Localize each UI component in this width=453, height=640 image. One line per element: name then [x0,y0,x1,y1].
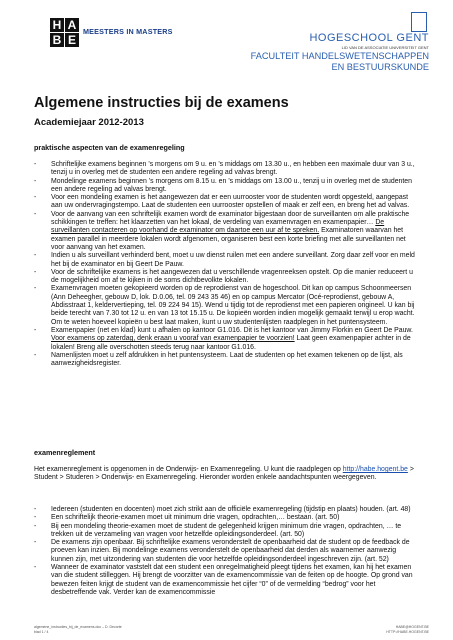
list-item-text: Laat geen examenpapier achter in de lokalen! Breng alle overschotten steeds terug naar kantoor G1.016. [51,335,411,351]
document-subtitle: Academiejaar 2012-2013 [34,117,144,128]
list-item [34,211,419,252]
list-item: - Voor een mondeling examen is het aangewezen dat er een uurrooster voor de studenten wordt opgesteld, aangepast aan uw ondervragingstempo. Laat de studenten een uurrooster opstellen of maak er zelf een, en breng het ad valvas. [34,194,419,211]
habe-letter: H [50,18,64,32]
hogeschool-logo-icon [411,12,427,32]
habe-letter: E [65,33,79,47]
underlined-text: Voor examens op zaterdag, denk eraan u vooraf van examenpapier te voorzien! [51,335,295,343]
regulation-list [34,506,419,597]
list-item: - Bij een mondeling theorie-examen moet de student de gelegenheid krijgen minimum drie vragen, opdrachten, … te trekken uit de verzameling van vragen voor hetzelfde opleidingsonderdeel. (art. 50) [34,523,419,540]
faculty-name-line2: EN BESTUURSKUNDE [331,62,429,72]
document-title: Algemene instructies bij de examens [34,95,289,111]
list-item: - De examens zijn openbaar. Bij schriftelijke examens veronderstelt de openbaarheid dat de student op de feedback de proeven kan inzien. Bij mondelinge examens veronderstelt de openbaarheid dat derden als waarnemer aanwezig kunnen zijn, met uitzondering van studenten die voor hetzelfde opleidingsonderdeel ingeschreven zijn. (art. 52) [34,539,419,564]
habe-tagline: MEESTERS IN MASTERS [83,27,173,36]
regulation-intro [34,466,419,483]
footer-website: HTTP://HABE.HOGENT.BE [386,629,429,634]
habe-letter-blocks [50,18,79,47]
footer-left [34,625,122,634]
faculty-name-line1: FACULTEIT HANDELSWETENSCHAPPEN [250,51,429,61]
list-item: - Wanneer de examinator vaststelt dat een student een onregelmatigheid pleegt tijdens het examen, kan hij het examen van die student stilleggen. Hij brengt de voorzitter van de examencommissie van de feiten op de hoogte. Op grond van bewezen feiten krijgt de student van de examencommissie het cijfer “0” of de vermelding “bedrog” voor het desbetreffende vak. Verder kan de examencommissie [34,564,419,597]
footer-right [386,625,429,634]
practical-list [34,161,419,368]
habe-letter: B [50,33,64,47]
list-item: - Examenvragen moeten gekopieerd worden op de reprodienst van de hogeschool. Dit kan op campus Schoonmeersen (Ann Deheegher, gebouw D, lok. D.0.06, tel. 09 243 35 46) en op campus Mercator (Océ-reprodienst, gebouw A, Abdisstraat 1, keldervertieping, tel. 09 224 94 15). Wend u tijdig tot de reprodienst met een papieren origineel. U kan bij beide terecht van 7.30 tot 12 u. en van 13 tot 15.15 u. De kopieën worden indien mogelijk gemaakt terwijl u erop wacht. Om te weten hoeveel kopieën u best laat maken, kunt u uw studentenlijsten raadplegen in het puntensysteem. [34,285,419,326]
list-item-text: Voor de aanvang van een schriftelijk examen wordt de examinator bijgestaan door de surveillanten om alle praktische schikkingen te treffen: het klaarzetten van het lokaal, de verdeling van examenvragen en examenpapier… [51,210,410,227]
footer-filename: algemene_instructies_bij_de_examens.doc – D. Decorte [34,625,122,629]
paragraph-text: > Student > Studeren > Onderwijs- en Examenregeling. Hieronder worden enkele aandachtspunten weergegeven. [34,466,414,482]
hogeschool-subtitle: LID VAN DE ASSOCIATIE UNIVERSITEIT GENT [341,45,429,50]
list-item: - Mondelinge examens beginnen ’s morgens om 8.15 u. en ’s middags om 13.00 u., tenzij u in overleg met de studenten een andere regeling ad valvas brengt. [34,178,419,195]
list-item: - Indien u als surveillant verhinderd bent, moet u uw dienst ruilen met een andere surveillant. Zorg daar zelf voor en meld het bij de examinator en bij Geert De Pauw. [34,252,419,269]
list-item-text: Examinatoren waarvan het examen parallel in meerdere lokalen wordt afgenomen, organiseren best een korte briefing met alle surveillanten net voor aanvang van het examen. [51,227,406,251]
list-item: - Namenlijsten moet u zelf afdrukken in het puntensysteem. Laat de studenten op het examen tekenen op de lijst, als aanwezigheidsregister. [34,352,419,369]
underlined-text: De surveillanten contacteren op voorhand de examinator om daartoe een uur af te spreken. [51,219,385,235]
section-title-practical: praktische aspecten van de examenregeling [34,143,185,152]
section-title-regulation: examenreglement [34,448,96,457]
habe-letter: A [65,18,79,32]
list-item: - Schriftelijke examens beginnen ’s morgens om 9 u. en ’s middags om 13.30 u., en hebben een maximale duur van 3 u., tenzij u in overleg met de studenten een andere regeling ad valvas brengt. [34,161,419,178]
hogeschool-name: HOGESCHOOL GENT [309,32,429,44]
list-item: - Voor de schriftelijke examens is het aangewezen dat u verschillende vragenreeksen opstelt. Op die manier reduceert u de mogelijkheid om af te kijken in de soms dichtbevolkte lokalen. [34,269,419,286]
list-item: - Een schriftelijk theorie-examen moet uit minimum drie vragen, opdrachten,… bestaan. (art. 50) [34,514,419,522]
list-item [34,327,419,352]
list-item-text: Examenpapier (net en klad) kunt u afhalen op kantoor G1.016. Dit is het kantoor van Jimmy Florkin en Geert De Pauw. [51,326,413,334]
habe-link[interactable]: http://habe.hogent.be [342,466,408,473]
footer-page-number: blad 1 / 4 [34,629,49,634]
paragraph-text: Het examenreglement is opgenomen in de Onderwijs- en Examenregeling. U kunt die raadplegen op [34,466,341,473]
footer-email: HABE@HOGENT.BE [395,625,429,629]
list-item: - Iedereen (studenten en docenten) moet zich strikt aan de officiële examenregeling (tijdstip en plaats) houden. (art. 48) [34,506,419,514]
habe-logo [50,18,173,47]
